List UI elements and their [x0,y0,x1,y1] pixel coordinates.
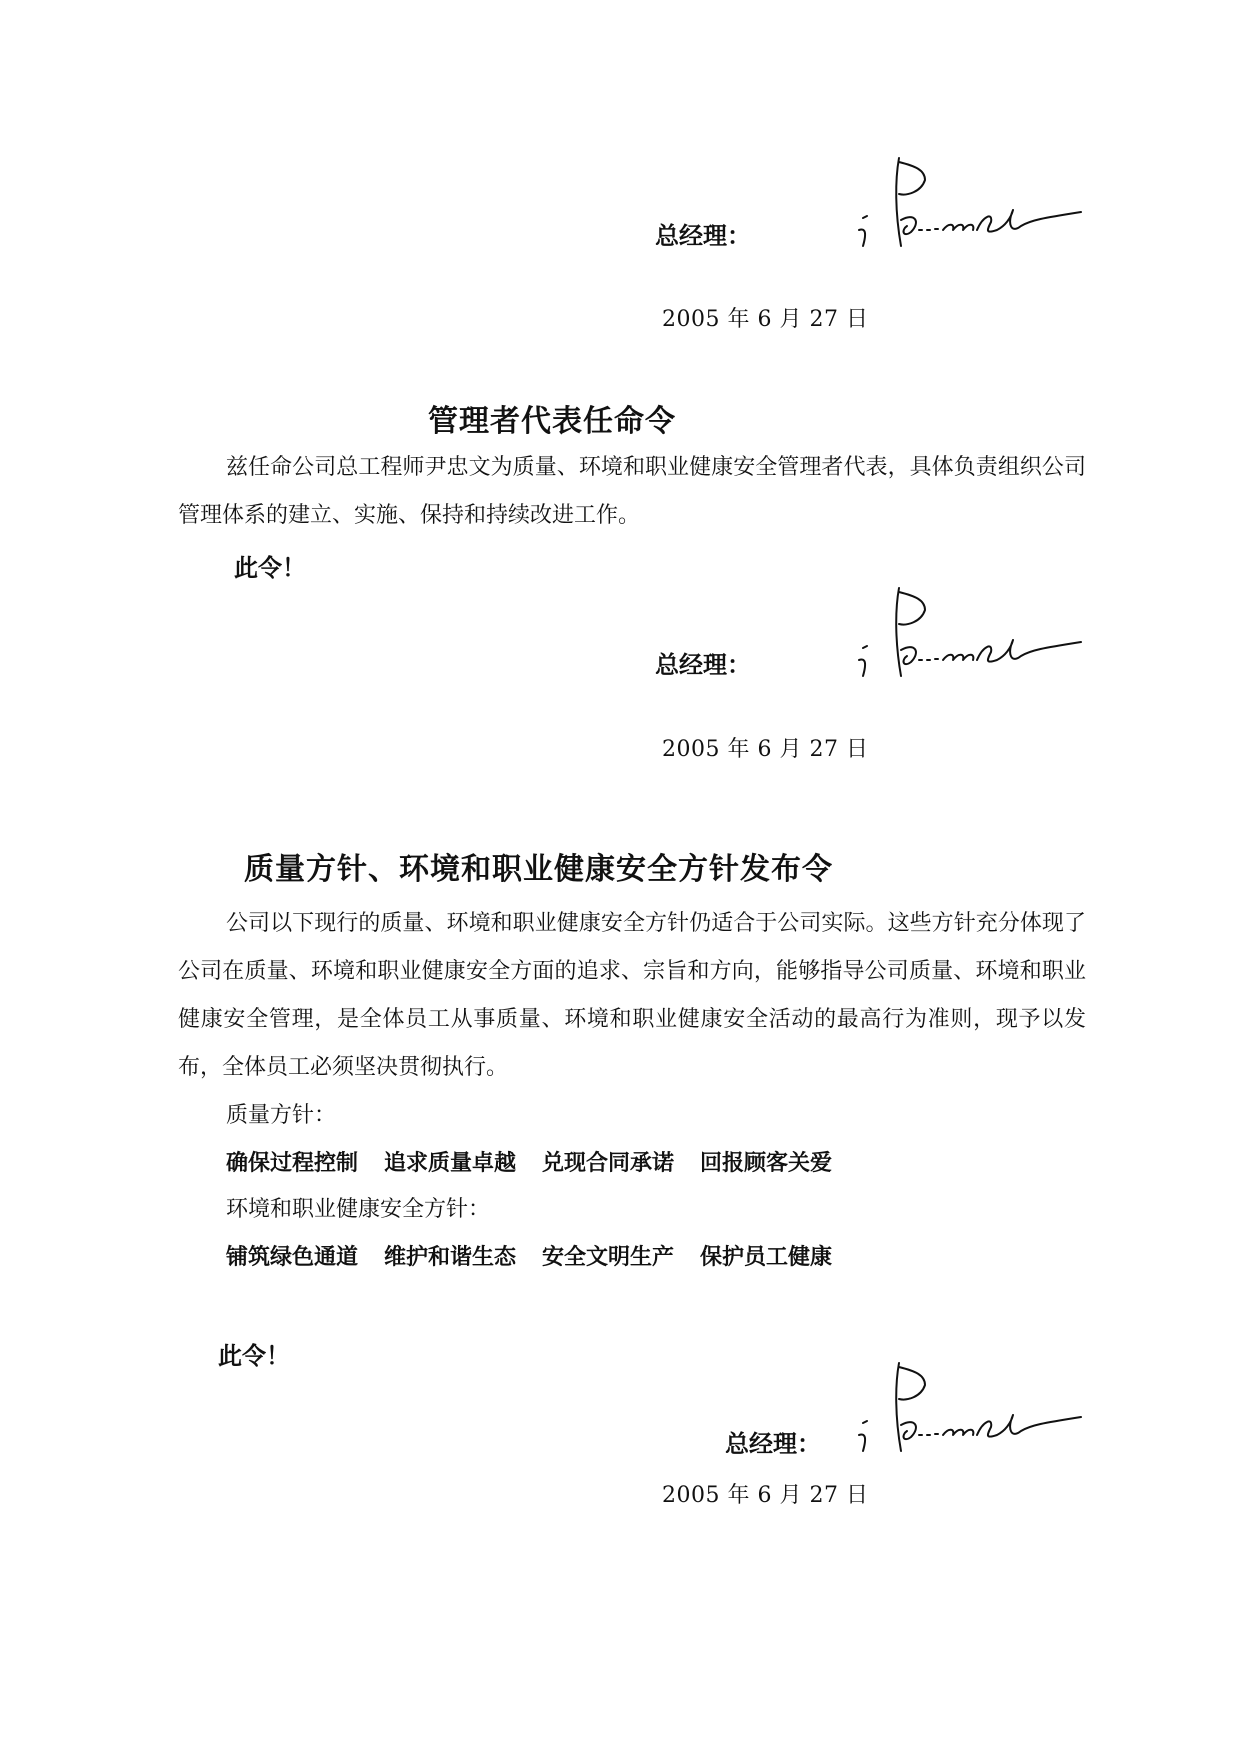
policy-item: 安全文明生产 [542,1245,675,1270]
quality-policy-list [226,1146,858,1177]
date-text: 2005 年 6 月 27 日 [662,737,869,762]
quality-policy-label: 质量方针： [226,1103,337,1128]
ehs-policy-list [226,1240,858,1271]
general-manager-signature [855,580,1085,690]
general-manager-label: 总经理： [725,1430,821,1458]
policy-release-body: 公司以下现行的质量、环境和职业健康安全方针仍适合于公司实际。这些方针充分体现了公司在质量、环境和职业健康安全方面的追求、宗旨和方向，能够指导公司质量、环境和职业健康安全管理，是全体员工从事质量、环境和职业健康安全活动的最高行为准则，现予以发布，全体员工必须坚决贯彻执行。 [178,911,1086,1080]
policy-item: 兑现合同承诺 [542,1151,675,1176]
order-text: 此令！ [234,554,306,582]
general-manager-signature [855,1355,1085,1465]
policy-item: 追求质量卓越 [384,1151,517,1176]
ehs-policy-label: 环境和职业健康安全方针： [226,1197,491,1222]
date-text: 2005 年 6 月 27 日 [662,1483,869,1508]
policy-item: 铺筑绿色通道 [226,1245,359,1270]
policy-item: 维护和谐生态 [384,1245,517,1270]
general-manager-signature [855,150,1085,260]
policy-item: 保护员工健康 [700,1245,833,1270]
appointment-title: 管理者代表任命令 [428,404,676,439]
date-text: 2005 年 6 月 27 日 [662,307,869,332]
order-text: 此令！ [218,1342,290,1370]
policy-release-title: 质量方针、环境和职业健康安全方针发布令 [244,852,833,887]
general-manager-label: 总经理： [655,222,751,250]
policy-item: 确保过程控制 [226,1151,359,1176]
general-manager-label: 总经理： [655,651,751,679]
appointment-body: 兹任命公司总工程师尹忠文为质量、环境和职业健康安全管理者代表，具体负责组织公司管理体系的建立、实施、保持和持续改进工作。 [178,455,1086,528]
policy-item: 回报顾客关爱 [700,1151,833,1176]
